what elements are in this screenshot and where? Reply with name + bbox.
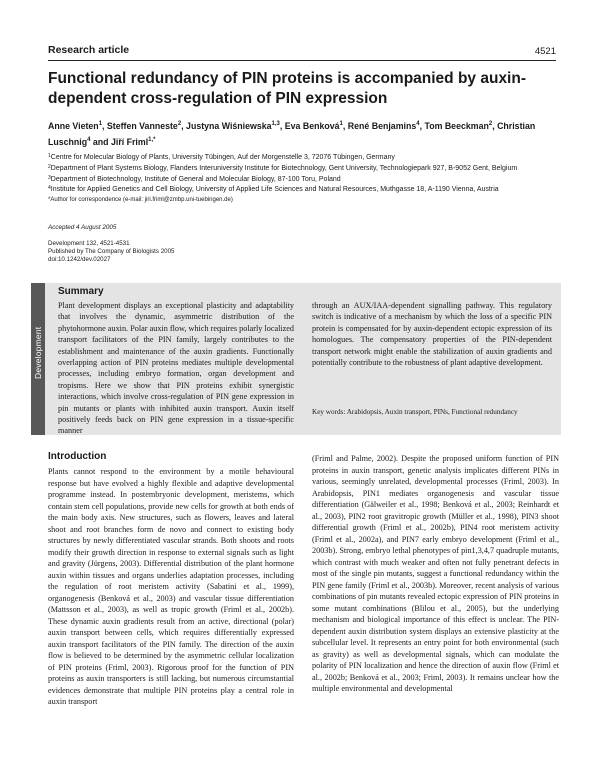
page-number: 4521 [534,46,556,57]
author: René Benjamins$^4$ [347,120,420,131]
affiliations [48,152,560,206]
accepted-date: Accepted 4 August 2005 [48,224,117,231]
correspondence-note: *Author for correspondence (e-mail: jiri.friml@zmbp.uni-tuebingen.de) [48,197,233,204]
summary-text-col1: Plant development displays an exceptional plasticity and adaptability that involves the dynamic, asymmetric distribution of the phytohormone auxin. Polar auxin flow, which requires polarly localized transport facilitators of the PIN family, largely contributes to the establishment and maintenance of the auxin gradients. Functionally overlapping action of PIN proteins mediates multiple developmental processes, including embryo formation, organ development and tropisms. Here we show that PIN proteins exhibit synergistic interactions, which involve cross-regulation of PIN gene expression in pin mutants or plants with inhibited auxin transport. Auxin itself positively feeds back on PIN gene expression in a tissue-specific manner [58,301,294,436]
affiliation-2: $^2$Department of Plant Systems Biology, Flanders Interuniversity Institute for Biotechnology, Gent University, Technologiepark 927, B-9052 Gent, Belgium [48,163,518,172]
summary-text-col2: through an AUX/IAA-dependent signalling pathway. This regulatory switch is indicative of a mechanism by which the loss of a specific PIN protein is compensated for by auxin-dependent ectopic expression of its homologues. The compensatory properties of the PIN-dependent transport network might enable the stabilization of auxin gradients and potentially contribute to the robustness of plant adaptive development. [312,301,552,368]
author: Tom Beeckman$^2$ [424,120,493,131]
introduction-text-col2: (Friml and Palme, 2002). Despite the proposed uniform function of PIN proteins in auxin transport, genetic analysis implicates different PINs in various, seemingly unrelated, developmental processes (Friml, 2003). In Arabidopsis, PIN1 mediates organogenesis and vascular tissue differentiation (Gälweiler et al., 1998; Benková et al., 2003; Reinhardt et al., 2003), PIN2 root gravitropic growth (Müller et al., 1998), PIN3 shoot differential growth (Friml et al., 2002b), PIN4 root meristem activity (Friml et al., 2002a), and PIN7 early embryo development (Friml et al., 2003b). Strong, embryo lethal phenotypes of pin1,3,4,7 quadruple mutants, which contrast with much weaker and often not fully penetrant defects in most of the single pin mutants, suggest a functional redundancy within the PIN gene family (Friml et al., 2003b). Moreover, recent analysis of various combinations of pin mutants revealed ectopic expression of PIN proteins in some mutant combinations (Blilou et al., 2005), but the underlying mechanism and biological importance of this effect is unclear. The PIN-dependent auxin distribution system displays an extensive plasticity at the subcellular level. It represents an entry point for both environmental (such as gravity) as well as developmental signals, which can modulate the polarity of PIN localization and hence the direction of auxin flow (Friml et al., 2002b; Benková et al., 2003; Friml, 2003). It remains unclear how the multiple environmental and developmental [312,454,559,694]
keywords: Key words: Arabidopsis, Auxin transport, PINs, Functional redundancy [312,408,518,416]
author-list: Anne Vieten$^1$, Steffen Vanneste$^2$, Justyna Wiśniewska$^{1,3}$, Eva Benková$^1$, René Benjamins$^4$, Tom Beeckman$^2$, Christian Luschnig$^4$ and Jiří Friml$^{1,*}$ [48,120,536,147]
author: Anne Vieten$^1$ [48,120,103,131]
author: Justyna Wiśniewska$^{1,3}$ [186,120,280,131]
header-divider [48,60,556,61]
affiliation-3: $^3$Department of Biotechnology, Institute of General and Molecular Biology, 87-100 Toru, Poland [48,174,341,183]
journal-side-label: Development [33,326,43,379]
article-title: Functional redundancy of PIN proteins is accompanied by auxin-dependent cross-regulation of PIN expression [48,70,526,107]
publisher: Published by The Company of Biologists 2005 [48,248,175,255]
section-label: Research article [48,44,130,56]
introduction-heading: Introduction [48,451,107,462]
doi[interactable]: doi:10.1242/dev.02027 [48,256,111,263]
author: Christian Luschnig$^4$ [48,120,536,147]
publication-info [48,240,174,264]
author: Jiří Friml$^{1,*}$ [110,136,156,147]
journal-citation: Development 132, 4521-4531 [48,240,130,247]
affiliation-1: $^1$Centre for Molecular Biology of Plants, University Tübingen, Auf der Morgenstelle 3, 72076 Tübingen, Germany [48,153,395,161]
author: Steffen Vanneste$^2$ [106,120,182,131]
introduction-text-col1: Plants cannot respond to the environment by a motile behavioural response but have evolved a highly flexible and adaptive developmental programme instead. In postembryonic development, meristems, which contain stem cell populations, provide new cells for growth at both ends of the main body axis. New structures, such as flowers, leaves and lateral shoot and root branches form de novo and connect to existing body structures by newly differentiated vascular strands. Both shoots and roots modify their growth direction in response to external signals such as light and gravity (Jürgens, 2003). Differential distribution of the plant hormone auxin within tissues and organs underlies adaptation processes, including the regulation of root meristem activity (Sabatini et al., 1999), organogenesis (Benková et al., 2003) and vascular tissue differentiation (Mattsson et al., 2003), as well as tropic growth (Friml et al., 2002b). These dynamic auxin gradients result from an active, directional (polar) auxin transport between cells, which requires differentially expressed auxin transport facilitators of the PIN family. The direction of the auxin flow is believed to be determined by the asymmetric cellular localization of PIN proteins (Friml, 2003). Rigorous proof for the function of PIN proteins as auxin transporters is still lacking, but numerous circumstantial evidences demonstrate that multiple PIN proteins play a central role in auxin transport [48,467,294,707]
affiliation-4: $^4$Institute for Applied Genetics and Cell Biology, University of Applied Life Sciences and Natural Resources, Muthgasse 18, A-1190 Vienna, Austria [48,185,499,194]
author: Eva Benková$^1$ [284,120,343,131]
summary-heading: Summary [58,286,104,297]
